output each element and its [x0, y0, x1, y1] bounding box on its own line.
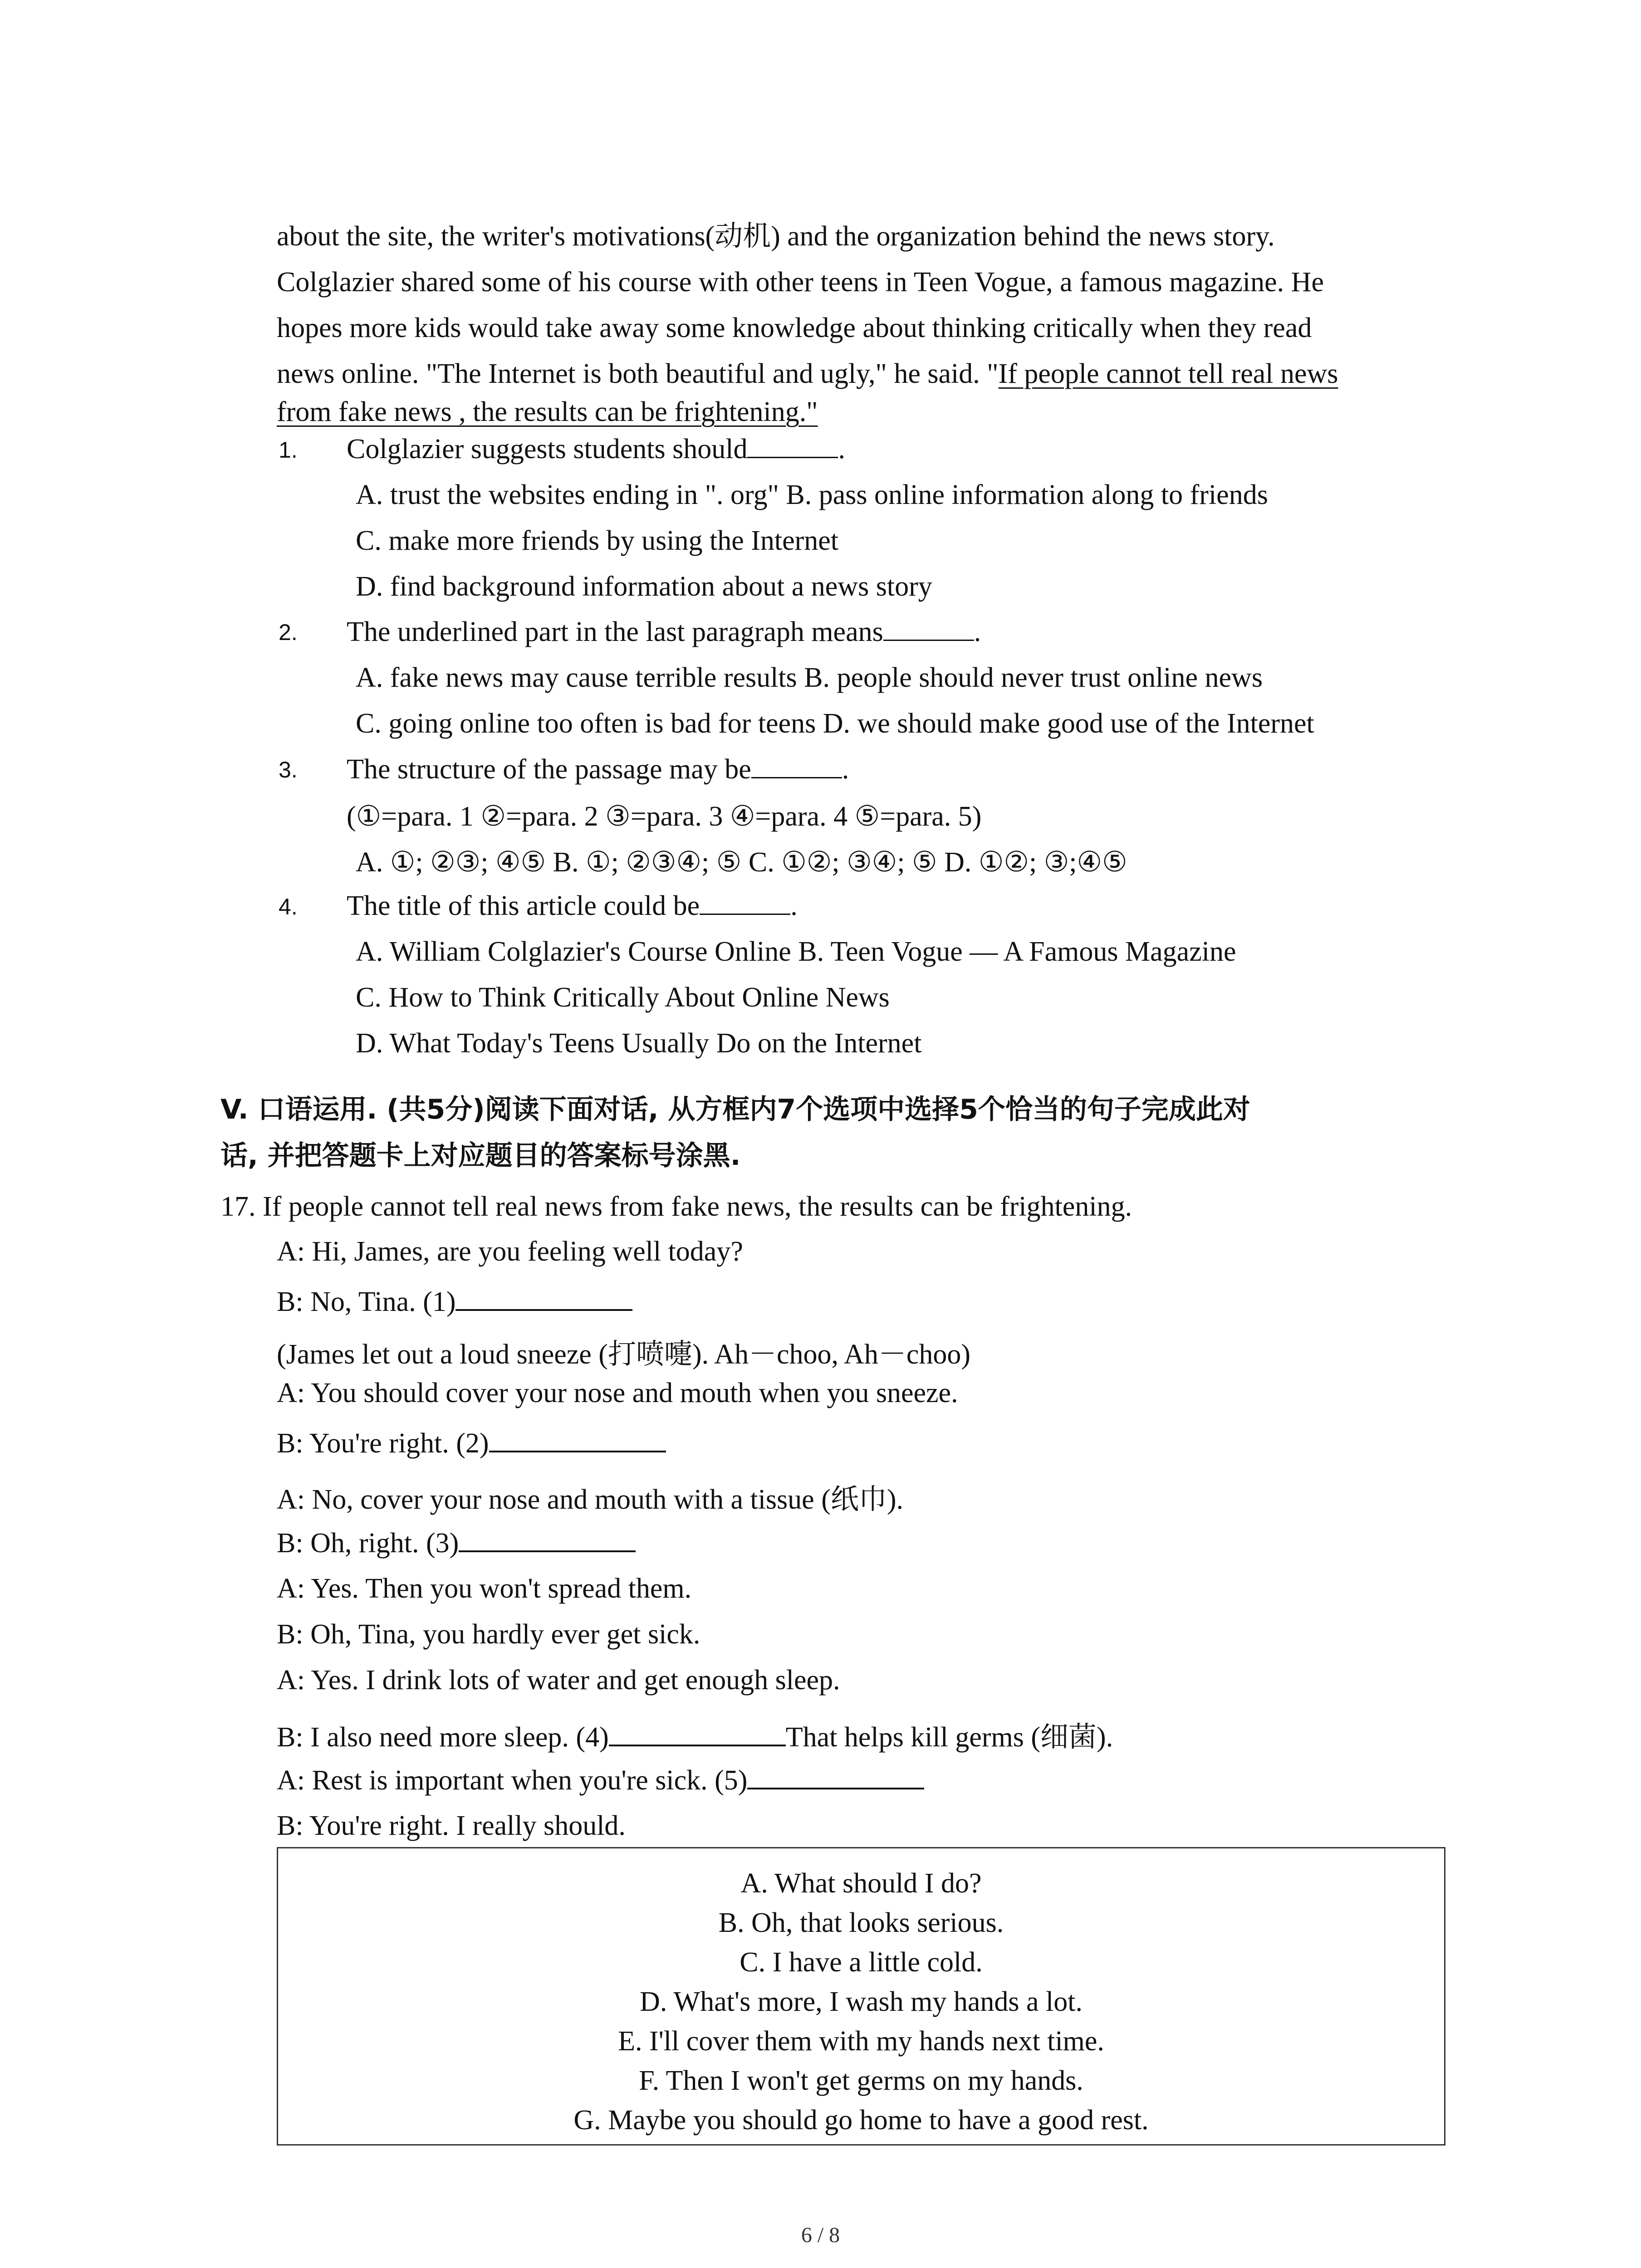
dialogue-line-6: A: No, cover your nose and mouth with a tissue (纸巾). [277, 1484, 903, 1515]
dialogue-line-2-text: B: No, Tina. (1) [277, 1286, 456, 1317]
dialogue-line-9: B: Oh, Tina, you hardly ever get sick. [277, 1619, 700, 1650]
question-2-option-line-1: A. fake news may cause terrible results B. people should never trust online news [356, 662, 1263, 693]
question-1-stem: Colglazier suggests students should [347, 434, 748, 464]
dialogue-line-1: A: Hi, James, are you feeling well today? [277, 1236, 743, 1267]
dialogue-line-10: A: Yes. I drink lots of water and get enough sleep. [277, 1665, 840, 1696]
dialogue-blank-3 [459, 1527, 636, 1552]
dialogue-line-8: A: Yes. Then you won't spread them. [277, 1573, 692, 1604]
question-2-text: The underlined part in the last paragraph means . [347, 616, 981, 647]
question-4-stem: The title of this article could be [347, 890, 700, 921]
box-option-f: F. Then I won't get germs on my hands. [639, 2065, 1083, 2096]
dialogue-line-7-text: B: Oh, right. (3) [277, 1528, 459, 1559]
question-3-legend: (①=para. 1 ②=para. 2 ③=para. 3 ④=para. 4 ⑤=para. 5) [347, 801, 982, 832]
box-option-g: G. Maybe you should go home to have a good rest. [573, 2105, 1149, 2136]
underlined-sentence-part-1: If people cannot tell real news [998, 358, 1338, 389]
section-v-heading [220, 1086, 1445, 1179]
question-2-blank [883, 617, 974, 641]
question-4-option-line-3: D. What Today's Teens Usually Do on the Internet [356, 1028, 922, 1059]
page-number: 6 / 8 [801, 2223, 840, 2247]
question-1-option-line-1: A. trust the websites ending in ". org" B. pass online information along to friends [356, 479, 1268, 510]
question-17: 17. If people cannot tell real news from fake news, the results can be frightening. [220, 1191, 1132, 1222]
dialogue-line-11-text: B: I also need more sleep. (4) [277, 1722, 609, 1753]
question-2-number: 2. [279, 620, 298, 645]
question-3-blank [751, 754, 842, 778]
dialogue-blank-1 [456, 1286, 632, 1311]
question-4-blank [700, 891, 790, 915]
dialogue-blank-2 [489, 1427, 666, 1452]
answer-options-box [277, 1847, 1445, 2146]
question-4-option-line-1: A. William Colglazier's Course Online B. Teen Vogue — A Famous Magazine [356, 936, 1236, 967]
dialogue-line-3: (James let out a loud sneeze (打喷嚏). Ah－choo, Ah－choo) [277, 1339, 970, 1370]
section-v-heading-line-1: V. 口语运用. (共5分)阅读下面对话, 从方框内7个选项中选择5个恰当的句子完成此对 [220, 1094, 1250, 1125]
passage-line-3: hopes more kids would take away some knowledge about thinking critically when they read [277, 313, 1312, 343]
box-option-a: A. What should I do? [740, 1868, 982, 1899]
dialogue-blank-4 [609, 1721, 786, 1746]
dialogue-line-13: B: You're right. I really should. [277, 1810, 626, 1841]
question-3-options: A. ①; ②③; ④⑤ B. ①; ②③④; ⑤ C. ①②; ③④; ⑤ D. ①②; ③;④⑤ [356, 847, 1127, 878]
box-option-b: B. Oh, that looks serious. [718, 1907, 1004, 1938]
dialogue-line-4: A: You should cover your nose and mouth when you sneeze. [277, 1378, 958, 1408]
question-4-number: 4. [279, 894, 298, 919]
passage-line-1: about the site, the writer's motivations(动机) and the organization behind the news story. [277, 221, 1275, 252]
question-3-stem: The structure of the passage may be [347, 754, 751, 785]
dialogue-line-11-after: That helps kill germs (细菌). [785, 1722, 1113, 1753]
question-1-number: 1. [279, 437, 298, 463]
question-2-stem: The underlined part in the last paragraph means [347, 616, 883, 647]
dialogue-line-11 [277, 1714, 1113, 1755]
question-3-text: The structure of the passage may be . [347, 754, 849, 785]
box-option-d: D. What's more, I wash my hands a lot. [639, 1986, 1083, 2017]
question-1-option-line-3: D. find background information about a news story [356, 571, 932, 602]
dialogue-line-7 [277, 1527, 636, 1559]
box-option-c: C. I have a little cold. [740, 1947, 983, 1978]
dialogue-blank-5 [747, 1764, 924, 1789]
question-4-option-line-2: C. How to Think Critically About Online News [356, 982, 890, 1013]
question-1-text: Colglazier suggests students should . [347, 434, 845, 464]
question-1-option-line-2: C. make more friends by using the Internet [356, 525, 839, 556]
section-v-heading-line-2: 话, 并把答题卡上对应题目的答案标号涂黑. [220, 1140, 741, 1172]
passage-line-4 [277, 357, 1338, 391]
dialogue-line-2 [277, 1286, 632, 1318]
passage-line-2: Colglazier shared some of his course with other teens in Teen Vogue, a famous magazine. He [277, 267, 1324, 298]
passage-line-4-text: news online. "The Internet is both beautiful and ugly," he said. " [277, 358, 999, 389]
question-4-text: The title of this article could be . [347, 890, 798, 921]
underlined-sentence-part-2: from fake news , the results can be frightening." [277, 396, 818, 427]
question-3-number: 3. [279, 757, 298, 782]
question-1-blank [747, 434, 838, 458]
dialogue-line-12-text: A: Rest is important when you're sick. (5) [277, 1765, 748, 1796]
box-option-e: E. I'll cover them with my hands next time. [618, 2026, 1104, 2057]
dialogue-line-12 [277, 1764, 924, 1797]
question-2-option-line-2: C. going online too often is bad for teens D. we should make good use of the Internet [356, 708, 1314, 739]
dialogue-line-5 [277, 1427, 666, 1460]
dialogue-line-5-text: B: You're right. (2) [277, 1428, 489, 1459]
